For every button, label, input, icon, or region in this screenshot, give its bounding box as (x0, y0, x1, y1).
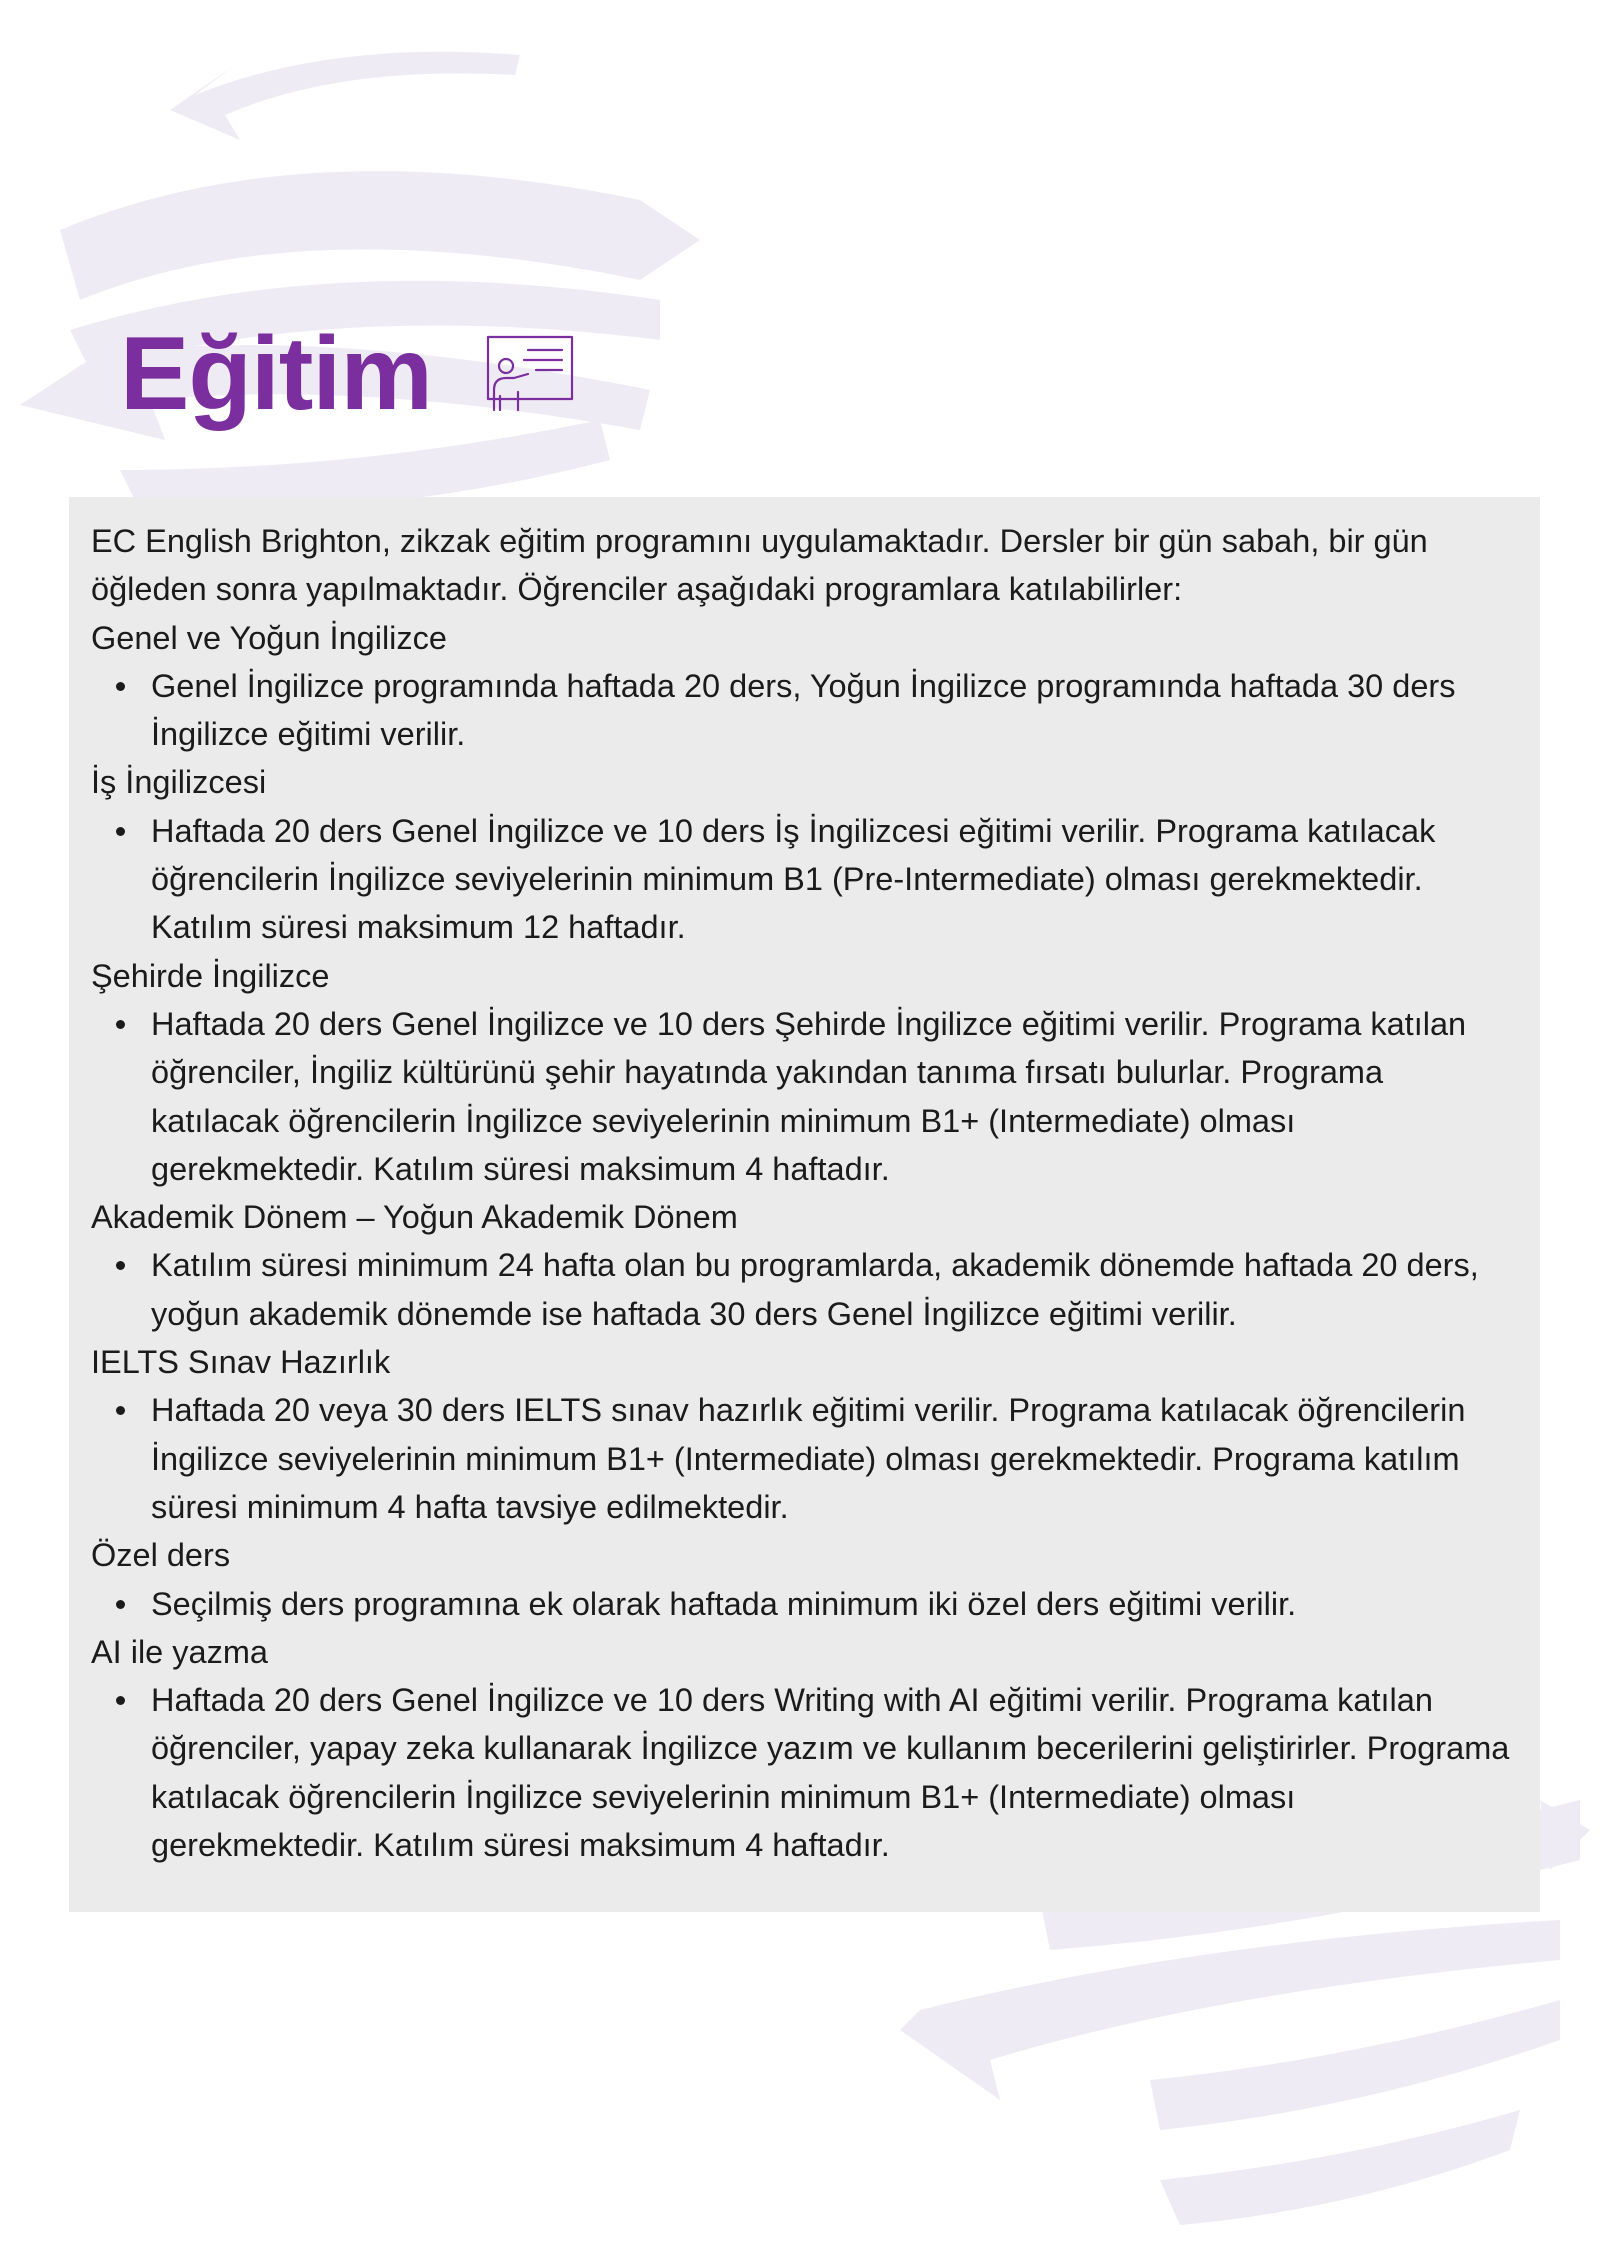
list-item: Genel İngilizce programında haftada 20 ders, Yoğun İngilizce programında haftada 30 ders İngilizce eğitimi verilir. (151, 662, 1516, 759)
list-item: Haftada 20 ders Genel İngilizce ve 10 ders Writing with AI eğitimi verilir. Programa katılan öğrenciler, yapay zeka kullanarak İngilizce yazım ve kullanım becerilerini geliştirirler. Programa katılacak öğrencilerin İngilizce seviyelerinin minimum B1+ (Intermediate) olması gerekmektedir. Katılım süresi maksimum 4 haftadır. (151, 1676, 1516, 1869)
arc-band-5 (1150, 2000, 1560, 2130)
section-list (91, 1000, 1516, 1193)
section-list (91, 662, 1516, 759)
section-title-business: İş İngilizcesi (91, 764, 267, 801)
section-title-ai-writing: AI ile yazma (91, 1633, 269, 1670)
section-title-private: Özel ders (91, 1537, 231, 1574)
list-item: Haftada 20 veya 30 ders IELTS sınav hazırlık eğitimi verilir. Programa katılacak öğrencilerin İngilizce seviyelerinin minimum B1+ (Intermediate) olması gerekmektedir. Programa katılım süresi minimum 4 hafta tavsiye edilmektedir. (151, 1386, 1516, 1531)
list-item: Haftada 20 ders Genel İngilizce ve 10 ders Şehirde İngilizce eğitimi verilir. Programa katılan öğrenciler, İngiliz kültürünü şehir hayatında yakından tanıma fırsatı bulurlar. Programa katılacak öğrencilerin İngilizce seviyelerinin minimum B1+ (Intermediate) olması gerekmektedir. Katılım süresi maksimum 4 haftadır. (151, 1000, 1516, 1193)
page-title: Eğitim (120, 316, 432, 432)
intro-paragraph: EC English Brighton, zikzak eğitim programını uygulamaktadır. Dersler bir gün sabah, bir gün öğleden sonra yapılmaktadır. Öğrenciler aşağıdaki programlara katılabilirler: (91, 523, 1428, 608)
content-box (69, 497, 1540, 1912)
section-list (91, 807, 1516, 952)
arc-band-1 (60, 171, 700, 300)
heading (120, 316, 576, 432)
list-item: Seçilmiş ders programına ek olarak haftada minimum iki özel ders eğitimi verilir. (151, 1580, 1516, 1628)
section-title-academic: Akademik Dönem – Yoğun Akademik Dönem (91, 1199, 738, 1236)
arc-band-6 (1160, 2110, 1520, 2225)
list-item: Katılım süresi minimum 24 hafta olan bu programlarda, akademik dönemde haftada 20 ders, yoğun akademik dönemde ise haftada 30 ders Genel İngilizce eğitimi verilir. (151, 1241, 1516, 1338)
section-title-general-intensive: Genel ve Yoğun İngilizce (91, 619, 447, 656)
section-list (91, 1241, 1516, 1338)
arc-arrow-top (170, 52, 520, 140)
presentation-teacher-icon (484, 334, 576, 414)
section-list (91, 1580, 1516, 1628)
section-list (91, 1386, 1516, 1531)
section-list (91, 1676, 1516, 1869)
section-title-city: Şehirde İngilizce (91, 957, 330, 994)
list-item: Haftada 20 ders Genel İngilizce ve 10 ders İş İngilizcesi eğitimi verilir. Programa katılacak öğrencilerin İngilizce seviyelerinin minimum B1 (Pre-Intermediate) olması gerekmektedir. Katılım süresi maksimum 12 haftadır. (151, 807, 1516, 952)
section-title-ielts: IELTS Sınav Hazırlık (91, 1344, 391, 1381)
